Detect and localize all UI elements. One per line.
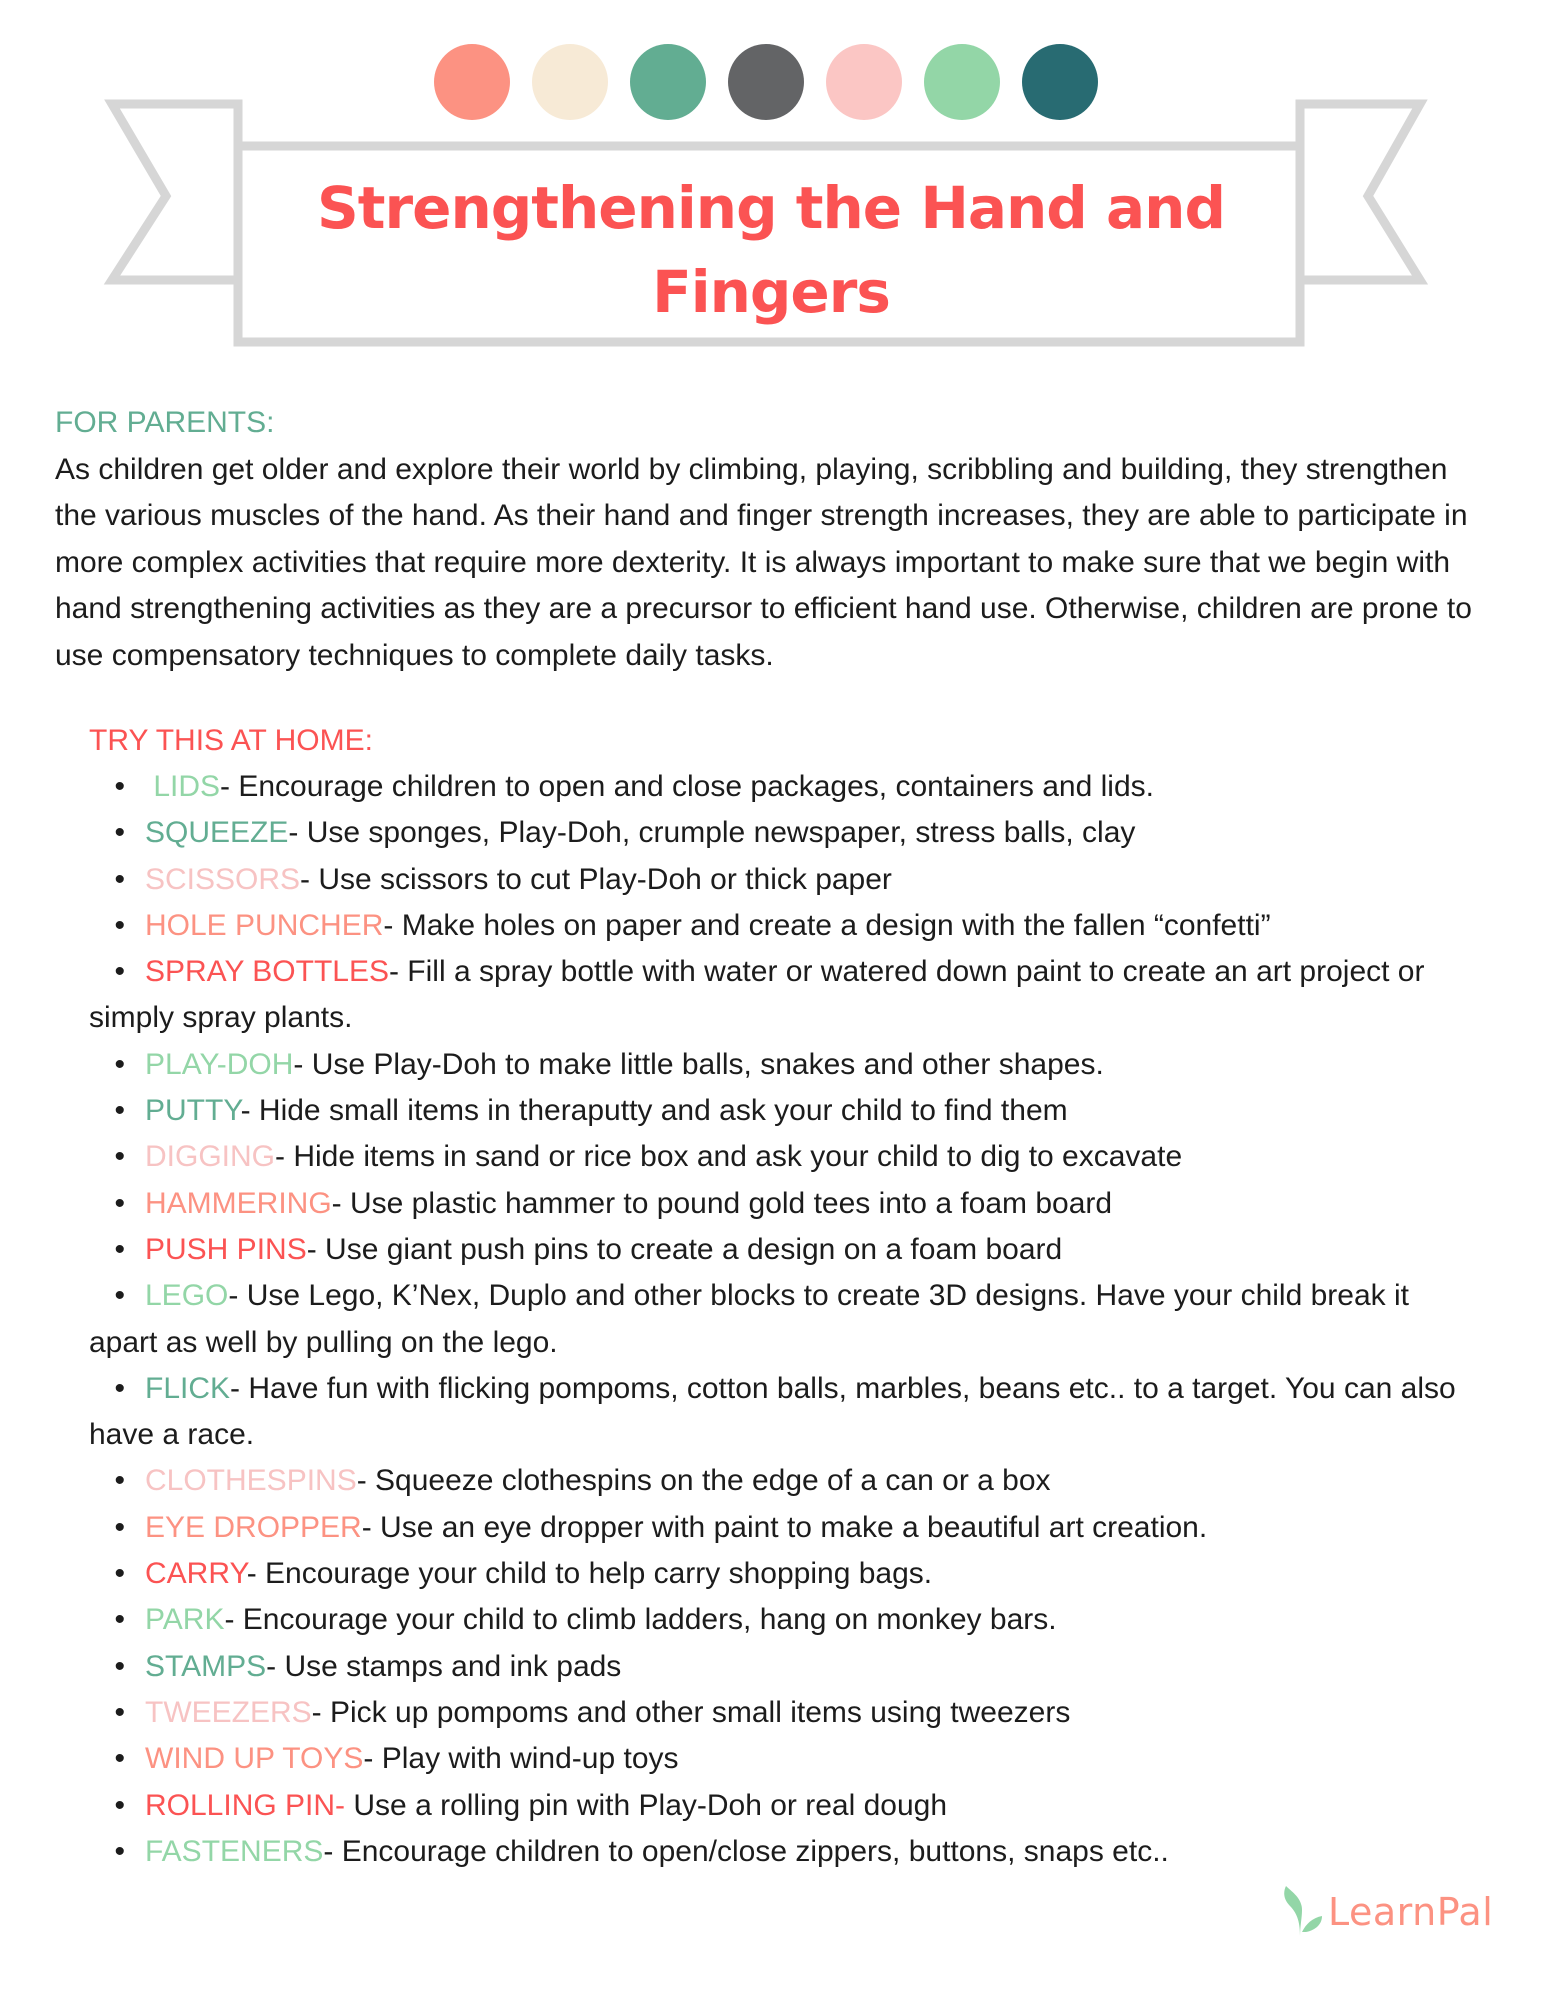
activity-term: DIGGING xyxy=(145,1140,276,1174)
activity-term: STAMPS xyxy=(145,1649,267,1683)
activity-description: - Use stamps and ink pads xyxy=(266,1649,622,1683)
bullet-icon xyxy=(89,949,145,995)
bullet-icon xyxy=(89,1644,145,1690)
bullet-icon xyxy=(89,1042,145,1088)
activity-term: HAMMERING xyxy=(145,1186,332,1220)
activity-term: SQUEEZE xyxy=(145,816,289,850)
list-item xyxy=(89,1458,1469,1504)
list-item xyxy=(89,1644,1469,1690)
activity-description: - Hide small items in theraputty and ask your child to find them xyxy=(240,1094,1068,1128)
ribbon-right-tail xyxy=(1300,104,1420,280)
list-item xyxy=(89,1690,1469,1736)
activity-description: - Fill a spray bottle with water or watered down paint to create an art project or simply spray plants. xyxy=(89,955,1425,1035)
activity-description: - Use scissors to cut Play-Doh or thick paper xyxy=(300,862,892,896)
list-item xyxy=(89,949,1469,1042)
activity-description: Use a rolling pin with Play-Doh or real dough xyxy=(345,1788,948,1822)
activity-description: - Encourage your child to help carry shopping bags. xyxy=(246,1557,933,1591)
activity-description: - Encourage your child to climb ladders, hang on monkey bars. xyxy=(224,1603,1057,1637)
try-this-label: TRY THIS AT HOME: xyxy=(89,724,373,757)
bullet-icon xyxy=(89,1181,145,1227)
ribbon-left-tail xyxy=(112,104,238,280)
activity-description: - Use an eye dropper with paint to make a beautiful art creation. xyxy=(361,1510,1208,1544)
activity-term: TWEEZERS xyxy=(145,1695,312,1729)
list-item xyxy=(89,1551,1469,1597)
bullet-icon xyxy=(89,1227,145,1273)
activity-list xyxy=(89,764,1469,1875)
bullet-icon xyxy=(89,903,145,949)
activity-description: - Squeeze clothespins on the edge of a can or a box xyxy=(356,1464,1051,1498)
bullet-icon xyxy=(89,1597,145,1643)
list-item xyxy=(89,1505,1469,1551)
try-this-section xyxy=(89,718,1469,1875)
activity-description: - Use giant push pins to create a design on a foam board xyxy=(306,1232,1063,1266)
title-line-2: Fingers xyxy=(652,258,890,326)
parents-intro xyxy=(55,400,1495,679)
list-item xyxy=(89,857,1469,903)
list-item xyxy=(89,1366,1469,1459)
bullet-icon xyxy=(89,1088,145,1134)
bullet-icon xyxy=(89,1829,145,1875)
activity-description: - Use Play-Doh to make little balls, snakes and other shapes. xyxy=(293,1047,1104,1081)
activity-term: PARK xyxy=(145,1603,225,1637)
list-item xyxy=(89,1736,1469,1782)
bullet-icon xyxy=(89,1505,145,1551)
title-line-1: Strengthening the Hand and xyxy=(317,174,1225,242)
for-parents-label: FOR PARENTS: xyxy=(55,406,275,439)
activity-description: - Play with wind-up toys xyxy=(363,1742,679,1776)
activity-description: - Use plastic hammer to pound gold tees into a foam board xyxy=(331,1186,1113,1220)
activity-description: - Encourage children to open and close packages, containers and lids. xyxy=(220,770,1154,803)
list-item xyxy=(89,1227,1469,1273)
bullet-icon xyxy=(89,764,145,810)
list-item xyxy=(89,764,1469,810)
activity-description: - Hide items in sand or rice box and ask your child to dig to excavate xyxy=(275,1140,1183,1174)
activity-term: FASTENERS xyxy=(145,1834,324,1868)
bullet-icon xyxy=(89,810,145,856)
activity-term: WIND UP TOYS xyxy=(145,1742,364,1776)
bullet-icon xyxy=(89,1366,145,1412)
activity-term: LEGO xyxy=(145,1279,229,1313)
bullet-icon xyxy=(89,857,145,903)
bullet-icon xyxy=(89,1458,145,1504)
activity-description: - Encourage children to open/close zippers, buttons, snaps etc.. xyxy=(323,1834,1169,1868)
learnpal-logo xyxy=(1278,1882,1508,1942)
activity-description: - Pick up pompoms and other small items using tweezers xyxy=(311,1695,1071,1729)
list-item xyxy=(89,1088,1469,1134)
activity-term: LIDS xyxy=(145,770,221,803)
bullet-icon xyxy=(89,1134,145,1180)
bullet-icon xyxy=(89,1551,145,1597)
list-item xyxy=(89,1042,1469,1088)
activity-term: PUTTY xyxy=(145,1094,241,1128)
leaf-icon xyxy=(1278,1884,1326,1940)
activity-term: ROLLING PIN- xyxy=(145,1788,346,1822)
activity-term: SPRAY BOTTLES xyxy=(145,955,389,989)
activity-term: CLOTHESPINS xyxy=(145,1464,357,1498)
activity-term: PLAY-DOH xyxy=(145,1047,294,1081)
activity-description: - Use Lego, K’Nex, Duplo and other blocks to create 3D designs. Have your child break it apart as well by pulling on the lego. xyxy=(89,1279,1409,1359)
list-item xyxy=(89,810,1469,856)
list-item xyxy=(89,1783,1469,1829)
logo-text: LearnPal xyxy=(1328,1890,1494,1934)
activity-term: PUSH PINS xyxy=(145,1232,307,1266)
list-item xyxy=(89,1829,1469,1875)
page-title xyxy=(240,160,1302,340)
activity-description: - Make holes on paper and create a design with the fallen “confetti” xyxy=(383,908,1271,942)
activity-term: SCISSORS xyxy=(145,862,301,896)
bullet-icon xyxy=(89,1690,145,1736)
list-item xyxy=(89,1273,1469,1366)
bullet-icon xyxy=(89,1736,145,1782)
activity-term: CARRY xyxy=(145,1557,247,1591)
bullet-icon xyxy=(89,1783,145,1829)
activity-term: EYE DROPPER xyxy=(145,1510,362,1544)
list-item xyxy=(89,1181,1469,1227)
activity-term: FLICK xyxy=(145,1371,231,1405)
activity-description: - Have fun with flicking pompoms, cotton balls, marbles, beans etc.. to a target. You can also have a race. xyxy=(89,1371,1456,1452)
list-item xyxy=(89,1134,1469,1180)
list-item xyxy=(89,903,1469,949)
list-item xyxy=(89,1597,1469,1643)
intro-paragraph: As children get older and explore their world by climbing, playing, scribbling and building, they strengthen the various muscles of the hand. As their hand and finger strength increases, they are able to participate in more complex activities that require more dexterity. It is always important to make sure that we begin with hand strengthening activities as they are a precursor to efficient hand use. Otherwise, children are prone to use compensatory techniques to complete daily tasks. xyxy=(55,452,1472,672)
activity-term: HOLE PUNCHER xyxy=(145,908,384,942)
bullet-icon xyxy=(89,1273,145,1319)
activity-description: - Use sponges, Play-Doh, crumple newspaper, stress balls, clay xyxy=(288,816,1136,850)
